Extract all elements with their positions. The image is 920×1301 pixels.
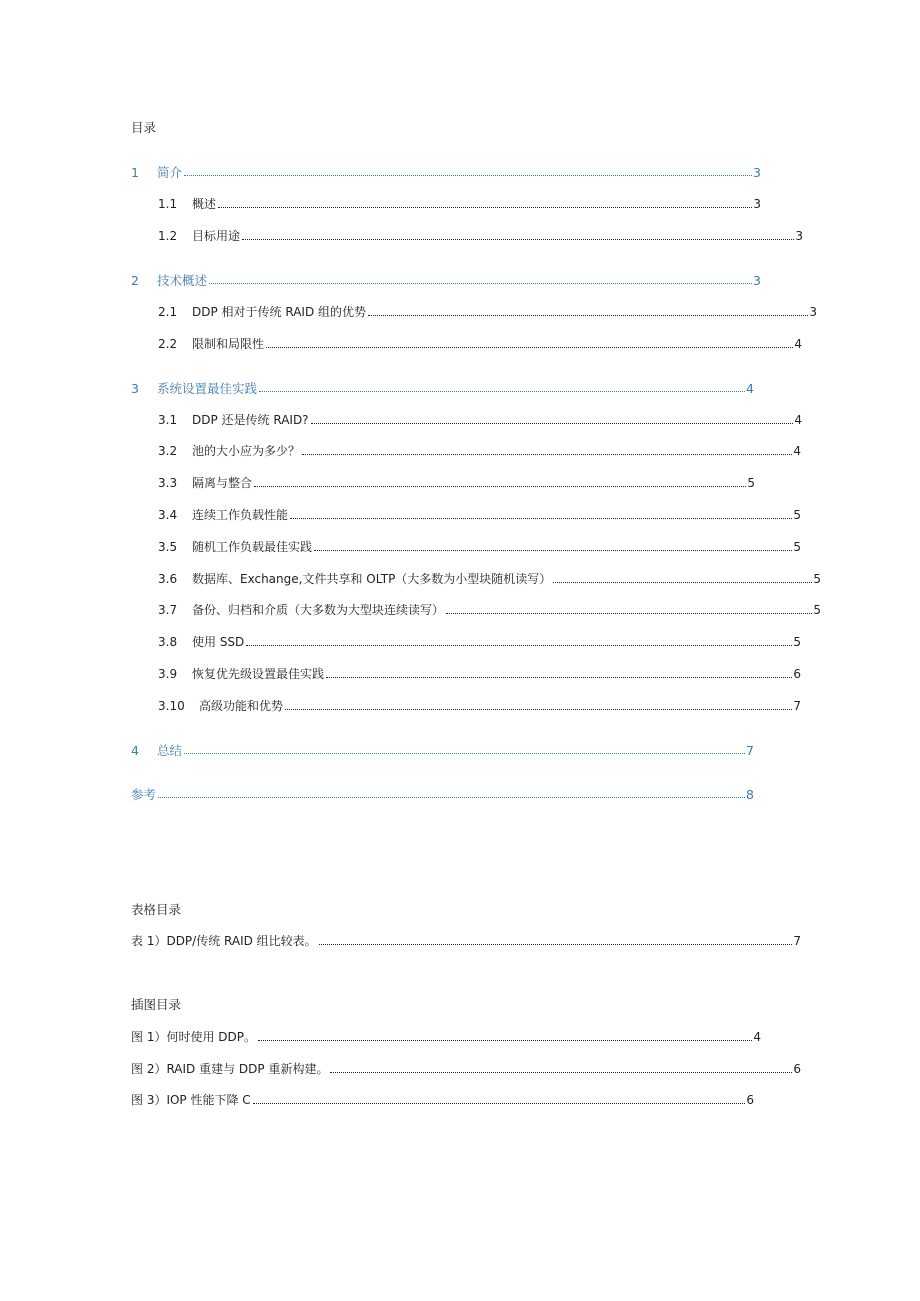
toc-entry[interactable] xyxy=(131,785,754,801)
dot-leader xyxy=(285,708,792,710)
toc-entry-page-number: 7 xyxy=(746,743,754,758)
toc-entry[interactable] xyxy=(158,303,817,319)
toc-entry-title: 技术概述 xyxy=(157,273,208,288)
dot-leader xyxy=(184,174,752,176)
toc-entry[interactable] xyxy=(158,195,761,211)
toc-entry-title: 系统设置最佳实践 xyxy=(157,381,258,396)
toc-entry-page-number: 3 xyxy=(753,165,761,180)
toc-entry[interactable] xyxy=(158,442,801,458)
dot-leader xyxy=(330,1071,792,1073)
toc-entry-title: 参考 xyxy=(131,787,157,802)
figures-list-heading: 插图目录 xyxy=(131,997,182,1012)
toc-entry-number: 1.1 xyxy=(158,197,178,211)
dot-leader xyxy=(242,238,794,240)
toc-entry-page-number: 4 xyxy=(793,444,801,458)
toc-entry-number: 1 xyxy=(131,165,139,180)
figure-list-entry-title: 图 2）RAID 重建与 DDP 重新构建。 xyxy=(131,1062,329,1076)
figure-list-entry-title: 图 3）IOP 性能下降 C xyxy=(131,1093,251,1107)
toc-entry-page-number: 5 xyxy=(813,603,821,617)
toc-entry-page-number: 5 xyxy=(793,635,801,649)
toc-entry-page-number: 3 xyxy=(753,197,761,211)
dot-leader xyxy=(259,390,745,392)
toc-entry[interactable] xyxy=(131,163,761,179)
toc-entry-page-number: 3 xyxy=(795,229,803,243)
toc-entry[interactable] xyxy=(158,570,821,586)
toc-entry-title: DDP 相对于传统 RAID 组的优势 xyxy=(192,305,367,319)
dot-leader xyxy=(254,485,746,487)
toc-entry[interactable] xyxy=(158,665,801,681)
figure-list-entry-title: 图 1）何时使用 DDP。 xyxy=(131,1030,256,1044)
toc-entry-title: 高级功能和优势 xyxy=(199,699,284,713)
toc-entry-page-number: 4 xyxy=(746,381,754,396)
figure-list-entry-page-number: 4 xyxy=(753,1030,761,1044)
toc-entry[interactable] xyxy=(158,474,755,490)
toc-entry-page-number: 5 xyxy=(813,572,821,586)
toc-entry-number: 4 xyxy=(131,743,139,758)
table-list-entry[interactable] xyxy=(131,932,801,948)
toc-entry-title: 数据库、Exchange,文件共享和 OLTP（大多数为小型块随机读写） xyxy=(192,572,552,586)
figure-list-entry-page-number: 6 xyxy=(793,1062,801,1076)
toc-entry[interactable] xyxy=(131,379,754,395)
dot-leader xyxy=(319,943,793,945)
dot-leader xyxy=(209,282,752,284)
toc-entry[interactable] xyxy=(158,335,802,351)
toc-entry-page-number: 3 xyxy=(753,273,761,288)
toc-entry-number: 3.5 xyxy=(158,540,178,554)
toc-entry[interactable] xyxy=(131,741,754,757)
dot-leader xyxy=(158,796,745,798)
toc-entry[interactable] xyxy=(158,411,802,427)
dot-leader xyxy=(290,517,792,519)
table-list-entry-title: 表 1）DDP/传统 RAID 组比较表。 xyxy=(131,934,317,948)
toc-entry-number: 2.1 xyxy=(158,305,178,319)
toc-entry-number: 3.8 xyxy=(158,635,178,649)
figure-list-entry[interactable] xyxy=(131,1060,801,1076)
toc-entry-number: 3.6 xyxy=(158,572,178,586)
dot-leader xyxy=(314,549,792,551)
toc-entry-number: 2 xyxy=(131,273,139,288)
table-list-entry-page-number: 7 xyxy=(793,934,801,948)
figure-list-entry-page-number: 6 xyxy=(746,1093,754,1107)
dot-leader xyxy=(326,676,792,678)
toc-entry-title: 概述 xyxy=(192,197,217,211)
toc-entry-page-number: 5 xyxy=(747,476,755,490)
toc-entry-number: 3.9 xyxy=(158,667,178,681)
toc-entry-number: 3.7 xyxy=(158,603,178,617)
toc-entry-page-number: 3 xyxy=(809,305,817,319)
dot-leader xyxy=(446,612,812,614)
toc-entry-title: DDP 还是传统 RAID? xyxy=(192,413,309,427)
figure-list-entry[interactable] xyxy=(131,1091,754,1107)
tables-list-heading: 表格目录 xyxy=(131,902,182,917)
toc-entry[interactable] xyxy=(158,227,803,243)
toc-entry-number: 1.2 xyxy=(158,229,178,243)
toc-entry-title: 隔离与整合 xyxy=(192,476,253,490)
toc-entry-number: 3.1 xyxy=(158,413,178,427)
dot-leader xyxy=(184,752,745,754)
dot-leader xyxy=(266,346,793,348)
toc-entry-title: 连续工作负载性能 xyxy=(192,508,289,522)
figure-list-entry[interactable] xyxy=(131,1028,761,1044)
dot-leader xyxy=(553,581,812,583)
toc-entry-title: 总结 xyxy=(157,743,183,758)
toc-entry[interactable] xyxy=(131,271,761,287)
toc-entry-number: 3.2 xyxy=(158,444,178,458)
toc-entry-title: 简介 xyxy=(157,165,183,180)
toc-entry-page-number: 4 xyxy=(794,413,802,427)
toc-entry-page-number: 6 xyxy=(793,667,801,681)
dot-leader xyxy=(246,644,792,646)
toc-entry-number: 3.4 xyxy=(158,508,178,522)
toc-entry-number: 3.10 xyxy=(158,699,185,713)
toc-entry[interactable] xyxy=(158,633,801,649)
toc-entry-page-number: 8 xyxy=(746,787,754,802)
toc-entry-title: 恢复优先级设置最佳实践 xyxy=(192,667,325,681)
dot-leader xyxy=(258,1039,752,1041)
toc-entry-page-number: 7 xyxy=(793,699,801,713)
toc-entry-page-number: 5 xyxy=(793,508,801,522)
toc-entry-number: 3 xyxy=(131,381,139,396)
dot-leader xyxy=(311,422,794,424)
toc-entry-title: 限制和局限性 xyxy=(192,337,265,351)
toc-entry-page-number: 4 xyxy=(794,337,802,351)
dot-leader xyxy=(218,206,752,208)
toc-entry-title: 随机工作负载最佳实践 xyxy=(192,540,313,554)
toc-entry[interactable] xyxy=(158,601,821,617)
toc-entry-title: 池的大小应为多少？ xyxy=(192,444,301,458)
toc-entry-number: 3.3 xyxy=(158,476,178,490)
toc-entry-title: 使用 SSD xyxy=(192,635,245,649)
toc-entry[interactable] xyxy=(158,538,801,554)
toc-entry-number: 2.2 xyxy=(158,337,178,351)
toc-entry[interactable] xyxy=(158,697,801,713)
toc-entry-title: 目标用途 xyxy=(192,229,241,243)
dot-leader xyxy=(302,453,792,455)
toc-entry[interactable] xyxy=(158,506,801,522)
toc-heading: 目录 xyxy=(131,120,157,135)
toc-entry-page-number: 5 xyxy=(793,540,801,554)
dot-leader xyxy=(253,1102,746,1104)
toc-entry-title: 备份、归档和介质（大多数为大型块连续读写） xyxy=(192,603,445,617)
dot-leader xyxy=(368,314,808,316)
